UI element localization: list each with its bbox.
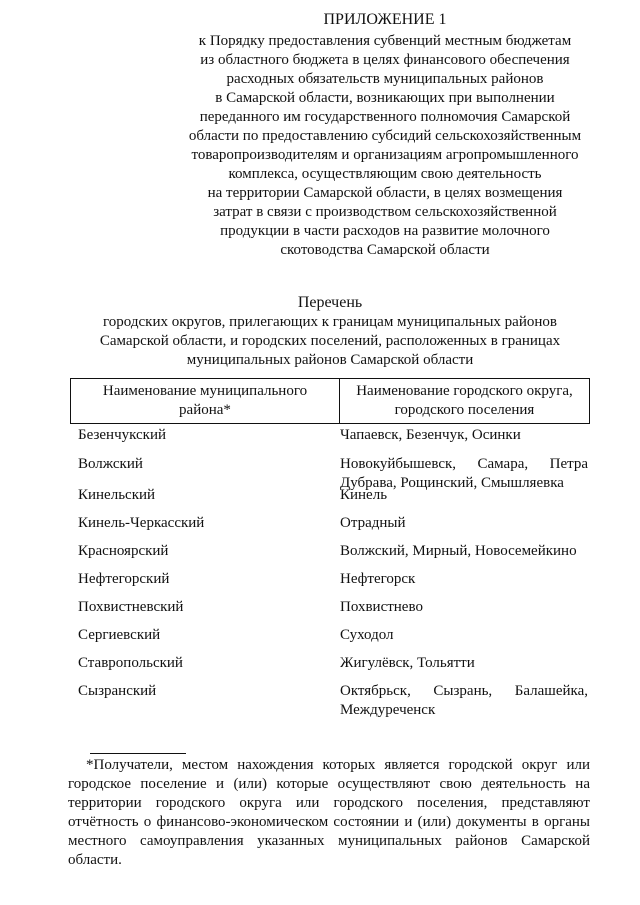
district-cell: Сызранский bbox=[78, 683, 157, 699]
appendix-line: в Самарской области, возникающих при выполнении bbox=[215, 90, 555, 106]
appendix-line: из областного бюджета в целях финансового обеспечения bbox=[200, 52, 570, 68]
district-cell: Кинельский bbox=[78, 487, 156, 503]
district-cell: Ставропольский bbox=[78, 655, 183, 671]
district-cell: Кинель-Черкасский bbox=[78, 515, 205, 531]
appendix-line: области по предоставлению субсидий сельскохозяйственным bbox=[188, 128, 582, 144]
settlement-cell: Чапаевск, Безенчук, Осинки bbox=[340, 427, 521, 443]
appendix-line: к Порядку предоставления субвенций местным бюджетам bbox=[198, 33, 572, 49]
table-row bbox=[70, 598, 590, 626]
district-cell: Сергиевский bbox=[78, 627, 161, 643]
header-settlement: Наименование городского округа, городского поселения bbox=[356, 383, 573, 418]
appendix-line: товаропроизводителям и организациям агропромышленного bbox=[191, 147, 579, 163]
table-row bbox=[70, 426, 590, 455]
settlement-cell: Кинель bbox=[340, 487, 388, 503]
table-row bbox=[70, 654, 590, 682]
appendix-line: комплекса, осуществляющим свою деятельность bbox=[228, 166, 542, 182]
table-row bbox=[70, 542, 590, 570]
district-cell: Нефтегорский bbox=[78, 571, 170, 587]
district-cell: Волжский bbox=[78, 456, 143, 472]
district-cell: Красноярский bbox=[78, 543, 169, 559]
list-title-line: муниципальных районов Самарской области bbox=[186, 352, 474, 368]
appendix-line: продукции в части расходов на развитие молочного bbox=[220, 223, 550, 239]
settlement-cell: Суходол bbox=[340, 627, 394, 643]
list-heading: Перечень bbox=[297, 294, 363, 311]
table-row bbox=[70, 486, 590, 514]
list-title-line: Самарской области, и городских поселений, расположенных в границах bbox=[99, 333, 561, 349]
settlement-cell: Нефтегорск bbox=[340, 571, 416, 587]
table-body bbox=[70, 426, 590, 722]
appendix-line: на территории Самарской области, в целях возмещения bbox=[207, 185, 563, 201]
settlement-cell: Отрадный bbox=[340, 515, 406, 531]
settlement-cell: Новокуйбышевск, Самара, Петра Дубрава, Рощинский, Смышляевка bbox=[340, 456, 588, 491]
table-row bbox=[70, 682, 590, 722]
header-district: Наименование муниципального района* bbox=[71, 379, 340, 423]
settlement-cell: Жигулёвск, Тольятти bbox=[340, 655, 475, 671]
footnote-separator bbox=[90, 753, 186, 754]
appendix-block bbox=[160, 10, 610, 260]
settlement-cell: Волжский, Мирный, Новосемейкино bbox=[340, 543, 577, 559]
appendix-title: ПРИЛОЖЕНИЕ 1 bbox=[323, 11, 447, 28]
table-row bbox=[70, 514, 590, 542]
settlement-cell: Похвистнево bbox=[340, 599, 423, 615]
footnote: *Получатели, местом нахождения которых является городской округ или городское поселение и (или) которые осуществляют свою деятельность на территории городского округа или городского поселения, представляют отчётность о финансово-экономическом состоянии и (или) документы в органы местного самоуправления указанных муниципальных районов Самарской области. bbox=[68, 757, 590, 868]
district-cell: Похвистневский bbox=[78, 599, 184, 615]
table-row bbox=[70, 570, 590, 598]
table-row bbox=[70, 455, 590, 489]
list-title-line: городских округов, прилегающих к границам муниципальных районов bbox=[103, 314, 557, 330]
table-row bbox=[70, 626, 590, 654]
settlement-cell: Октябрьск, Сызрань, Балашейка, Междуреченск bbox=[340, 683, 588, 718]
district-cell: Безенчукский bbox=[78, 427, 167, 443]
appendix-line: расходных обязательств муниципальных районов bbox=[226, 71, 544, 87]
table-header bbox=[70, 378, 590, 424]
appendix-line: переданного им государственного полномочия Самарской bbox=[199, 109, 571, 125]
list-title-block bbox=[70, 293, 590, 370]
appendix-line: скотоводства Самарской области bbox=[280, 242, 490, 258]
appendix-line: затрат в связи с производством сельскохозяйственной bbox=[213, 204, 557, 220]
